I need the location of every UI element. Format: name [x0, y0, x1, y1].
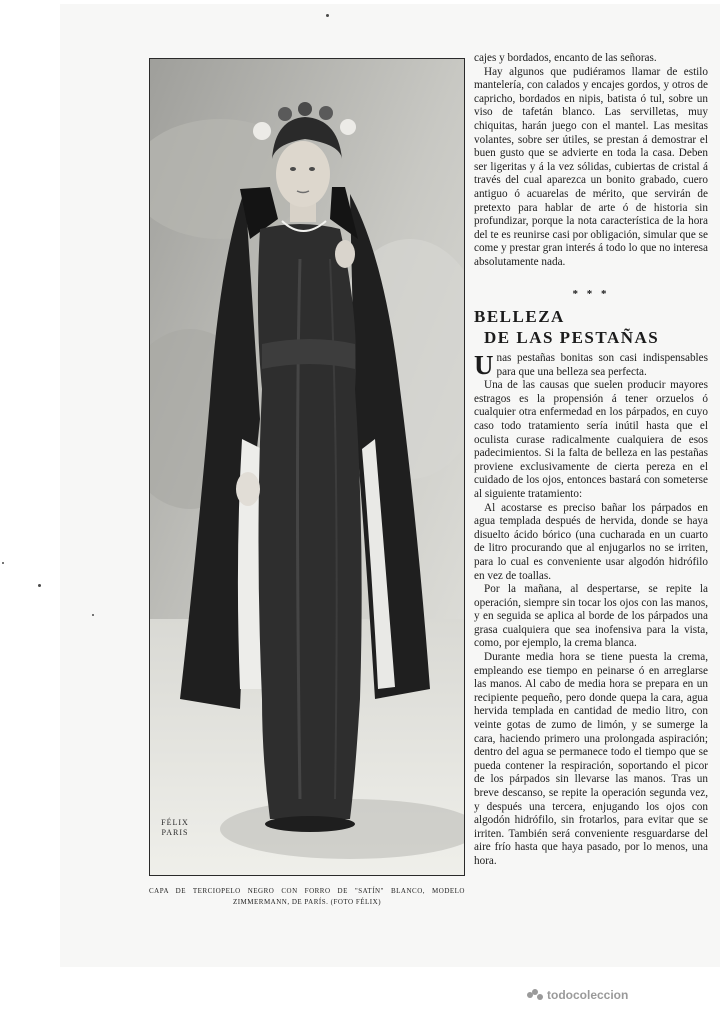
- photo-caption: CAPA DE TERCIOPELO NEGRO CON FORRO DE "SATÍN" BLANCO, MODELO ZIMMERMANN, DE PARÍS. (FOTO FÉLIX): [149, 887, 465, 906]
- lead-paragraph: [474, 352, 708, 379]
- collection-logo-icon: [527, 989, 543, 1001]
- woman-in-cape-illustration: [150, 59, 464, 875]
- title-line-1: BELLEZA: [474, 307, 565, 326]
- title-line-2: DE LAS PESTAÑAS: [484, 328, 660, 347]
- paragraph: Al acostarse es preciso bañar los párpados en agua templada después de hervida, donde se haya disuelto ácido bórico (una cucharada en un cuarto de litro procurando que al enjugarlos no se irriten, para lo cual es conveniente usar algodón hidrófilo en vez de toallas.: [474, 501, 708, 582]
- article-continuation: [474, 52, 708, 270]
- paragraph: Una de las causas que suelen producir mayores estragos es la propensión á tener orzuelos ó cualquier otra enfermedad en los párpados, en cuyo caso todo tratamiento sería inútil hasta que el oculista curase radicalmente cualquiera de esos padecimientos. Si la falta de belleza en las pestañas proviene exclusivamente de cierta pereza en el cuidado de los ojos, entonces bastará con someterse al siguiente tratamiento:: [474, 379, 708, 500]
- paragraph: Durante media hora se tiene puesta la crema, empleando ese tiempo en peinarse ó en arreglarse las manos. Al cabo de media hora se prepara en un recipiente pequeño, pero donde quepa la cara, agua hervida templada en cantidad de medio litro, con veinte gotas de zumo de limón, y se sumerge la cara, haciendo primero una prolongada aspiración; dentro del agua se permanece todo el tiempo que se pueda contener la respiración, soportando el picor de los párpados sin llevarse las manos. Tras un breve descanso, se repite la operación segunda vez, y después una tercera, enjugando los ojos con algodón hidrófilo, sin frotarlos, para evitar que se irriten. También será conveniente resguardarse del aire frío hasta que haya pasado, por lo menos, una hora.: [474, 651, 708, 867]
- paragraph: Hay algunos que pudiéramos llamar de estilo mantelería, con calados y encajes gordos, y otros de capricho, bordados en nipis, batista ó tul, sobre un viso de tafetán blanco. Las servilletas, muy chiquitas, harán juego con el mantel. Las mesitas volantes, sobre ser útiles, se prestan á demostrar el buen gusto que se advierte en toda la casa. Deben ser ligeritas y á la vez sólidas, cubiertas de cristal á través del cual aparezca un bonito grabado, cuero antiguo ó acuarelas de mérito, que servirán de pretexto para hablar de arte ó de historia sin profundizar, porque la nota característica de la hora del te es reunirse casi por obligación, simular que se come y prestar gran interés á todo lo que no interesa absolutamente nada.: [474, 65, 708, 268]
- photographer-name: FÉLIX: [161, 818, 189, 827]
- ink-speck: [38, 584, 41, 587]
- portrait-photograph: [149, 58, 465, 876]
- article-body: [474, 352, 708, 869]
- paragraph: cajes y bordados, encanto de las señoras.: [474, 52, 657, 64]
- photographer-mark: [155, 818, 195, 838]
- section-separator: * * *: [572, 288, 610, 300]
- drop-cap: U: [474, 350, 494, 380]
- ink-speck: [92, 614, 94, 616]
- article-title: [474, 306, 708, 348]
- watermark-text: todocoleccion: [547, 988, 629, 1002]
- ink-speck: [326, 14, 329, 17]
- lead-text: nas pestañas bonitas son casi indispensables para que una belleza sea perfecta.: [496, 352, 708, 378]
- paragraph: Por la mañana, al despertarse, se repite la operación, siempre sin tocar los ojos con las manos, y en seguida se aplica al borde de los párpados una grasa cualquiera que sea inofensiva para la vista, como, por ejemplo, la crema blanca.: [474, 583, 708, 650]
- site-watermark: [527, 988, 628, 1002]
- photographer-city: PARIS: [161, 828, 189, 837]
- ink-speck: [2, 562, 4, 564]
